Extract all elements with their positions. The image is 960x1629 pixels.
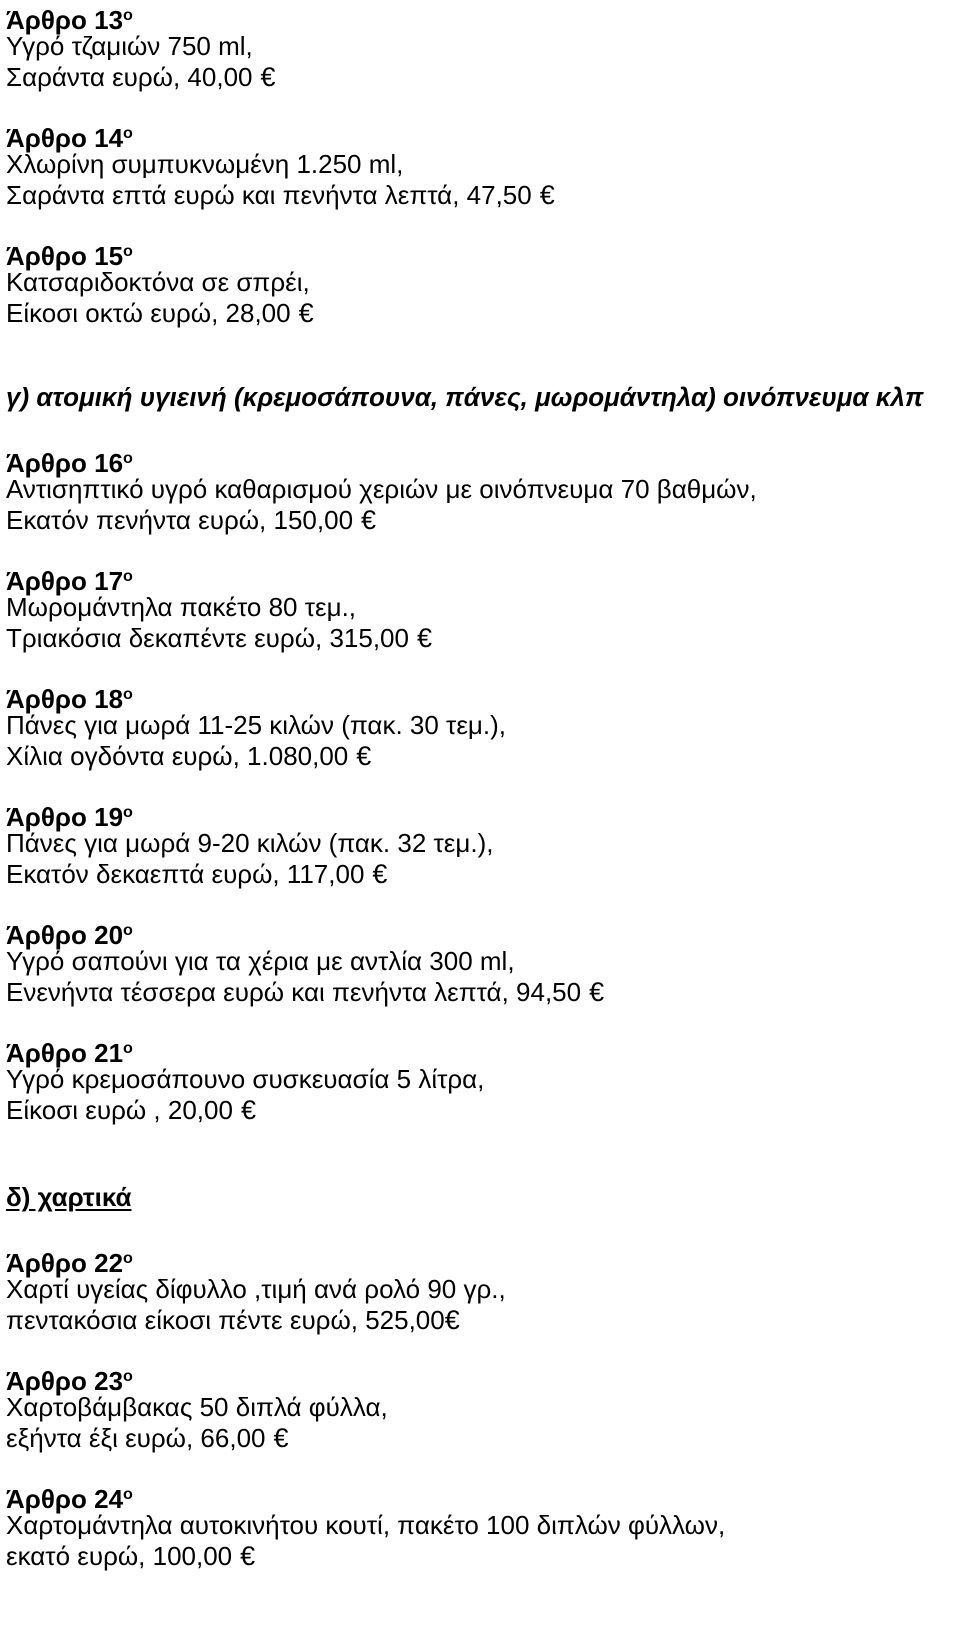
- price-text: Είκοσι ευρώ , 20,00: [6, 1095, 233, 1125]
- price-text: πεντακόσια είκοσι πέντε ευρώ, 525,00: [6, 1305, 445, 1335]
- price-text: Ενενήντα τέσσερα ευρώ και πενήντα λεπτά, 94,50: [6, 977, 582, 1007]
- article-label: Άρθρο 16: [6, 447, 124, 478]
- euro-icon: €: [589, 977, 605, 1007]
- ordinal-suffix: ο: [123, 1039, 133, 1057]
- article-label: Άρθρο 22: [6, 1247, 124, 1278]
- article-label: Άρθρο 21: [6, 1037, 124, 1068]
- price-text: Χίλια ογδόντα ευρώ, 1.080,00: [6, 741, 349, 771]
- euro-icon: €: [416, 623, 432, 653]
- euro-icon: €: [372, 859, 388, 889]
- item-description: Χλωρίνη συμπυκνωμένη 1.250 ml,: [6, 149, 404, 179]
- item-description: Πάνες για μωρά 11-25 κιλών (πακ. 30 τεμ.),: [6, 710, 507, 740]
- euro-icon: €: [260, 62, 276, 92]
- euro-icon: €: [273, 1423, 289, 1453]
- ordinal-suffix: ο: [123, 1485, 133, 1503]
- price-text: Εκατόν δεκαεπτά ευρώ, 117,00: [6, 859, 365, 889]
- euro-icon: €: [539, 180, 555, 210]
- article-label: Άρθρο 19: [6, 801, 124, 832]
- price-line: [6, 298, 314, 329]
- article-label: Άρθρο 18: [6, 683, 124, 714]
- ordinal-suffix: ο: [123, 803, 133, 821]
- price-line: [6, 1541, 255, 1572]
- ordinal-suffix: ο: [123, 449, 133, 467]
- price-line: [6, 1423, 289, 1454]
- price-text: Είκοσι οκτώ ευρώ, 28,00: [6, 298, 291, 328]
- ordinal-suffix: ο: [123, 567, 133, 585]
- price-line: [6, 505, 376, 536]
- item-description: Κατσαριδοκτόνα σε σπρέι,: [6, 267, 310, 297]
- ordinal-suffix: ο: [123, 6, 133, 24]
- section-heading: γ) ατομική υγιεινή (κρεμοσάπουνα, πάνες, μωρομάντηλα) οινόπνευμα κλπ: [6, 382, 924, 412]
- price-line: [6, 859, 387, 890]
- article-label: Άρθρο 13: [6, 4, 124, 35]
- price-text: Σαράντα επτά ευρώ και πενήντα λεπτά, 47,50: [6, 180, 532, 210]
- item-description: Χαρτί υγείας δίφυλλο ,τιμή ανά ρολό 90 γρ.,: [6, 1274, 506, 1304]
- item-description: Πάνες για μωρά 9-20 κιλών (πακ. 32 τεμ.),: [6, 828, 494, 858]
- article-label: Άρθρο 14: [6, 122, 124, 153]
- price-line: [6, 977, 604, 1008]
- item-description: Αντισηπτικό υγρό καθαρισμού χεριών με οινόπνευμα 70 βαθμών,: [6, 474, 757, 504]
- price-line: [6, 741, 371, 772]
- euro-icon: €: [361, 505, 377, 535]
- item-description: Χαρτομάντηλα αυτοκινήτου κουτί, πακέτο 100 διπλών φύλλων,: [6, 1510, 726, 1540]
- item-description: Υγρό τζαμιών 750 ml,: [6, 31, 253, 61]
- price-line: [6, 62, 276, 93]
- ordinal-suffix: ο: [123, 242, 133, 260]
- item-description: Υγρό σαπούνι για τα χέρια με αντλία 300 ml,: [6, 946, 515, 976]
- ordinal-suffix: ο: [123, 685, 133, 703]
- euro-icon: €: [240, 1541, 256, 1571]
- euro-icon: €: [444, 1305, 460, 1335]
- price-line: [6, 1095, 256, 1126]
- price-text: Εκατόν πενήντα ευρώ, 150,00: [6, 505, 354, 535]
- price-text: εκατό ευρώ, 100,00: [6, 1541, 233, 1571]
- item-description: Υγρό κρεμοσάπουνο συσκευασία 5 λίτρα,: [6, 1064, 485, 1094]
- price-text: Σαράντα ευρώ, 40,00: [6, 62, 253, 92]
- ordinal-suffix: ο: [123, 1367, 133, 1385]
- ordinal-suffix: ο: [123, 124, 133, 142]
- price-line: [6, 623, 432, 654]
- euro-icon: €: [298, 298, 314, 328]
- price-line: [6, 1305, 460, 1336]
- price-text: εξήντα έξι ευρώ, 66,00: [6, 1423, 266, 1453]
- item-description: Μωρομάντηλα πακέτο 80 τεμ.,: [6, 592, 357, 622]
- article-label: Άρθρο 23: [6, 1365, 124, 1396]
- euro-icon: €: [356, 741, 372, 771]
- price-line: [6, 180, 555, 211]
- article-label: Άρθρο 20: [6, 919, 124, 950]
- article-label: Άρθρο 15: [6, 240, 124, 271]
- article-label: Άρθρο 24: [6, 1483, 124, 1514]
- ordinal-suffix: ο: [123, 1249, 133, 1267]
- article-label: Άρθρο 17: [6, 565, 124, 596]
- euro-icon: €: [240, 1095, 256, 1125]
- ordinal-suffix: ο: [123, 921, 133, 939]
- item-description: Χαρτοβάμβακας 50 διπλά φύλλα,: [6, 1392, 388, 1422]
- section-heading: δ) χαρτικά: [6, 1182, 132, 1212]
- price-text: Τριακόσια δεκαπέντε ευρώ, 315,00: [6, 623, 409, 653]
